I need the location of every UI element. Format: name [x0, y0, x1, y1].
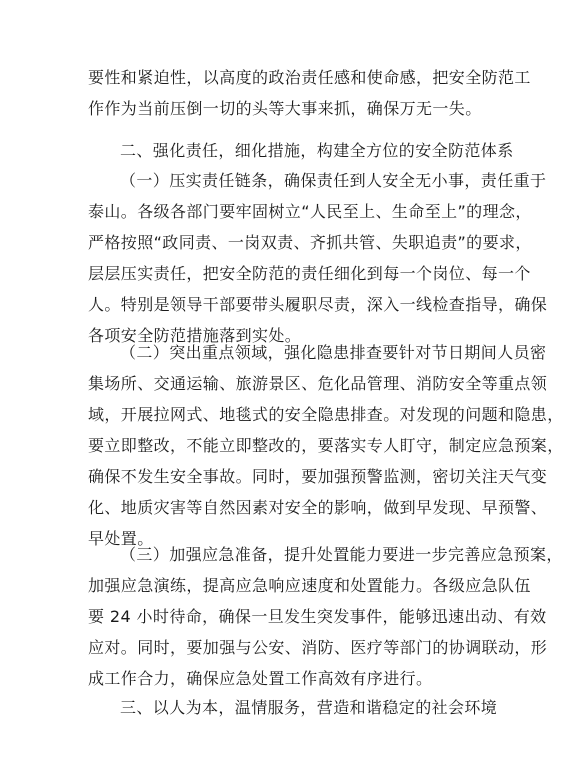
text-line: 作作为当前压倒一切的头等大事来抓，确保万无一失。	[88, 99, 482, 118]
text-line: 化、地质灾害等自然因素对安全的影响，做到早发现、早预警、	[88, 498, 548, 517]
text-line: （二）突出重点领域，强化隐患排查要针对节日期间人员密	[120, 343, 547, 362]
text-line: 应对。同时，要加强与公安、消防、医疗等部门的协调联动，形	[88, 638, 548, 657]
text-line: 人。特别是领导干部要带头履职尽责，深入一线检查指导，确保	[88, 295, 548, 314]
text-line: 各项安全防范措施落到实处。	[88, 326, 302, 345]
text-line: 早处置。	[88, 529, 154, 548]
text-line: 要立即整改，不能立即整改的，要落实专人盯守，制定应急预案，	[88, 436, 564, 455]
text-line: 确保不发生安全事故。同时，要加强预警监测，密切关注天气变	[88, 467, 548, 486]
text-line: 泰山。各级各部门要牢固树立“人民至上、生命至上”的理念，	[88, 202, 532, 221]
text-line: （一）压实责任链条，确保责任到人安全无小事，责任重于	[120, 171, 547, 190]
paragraph-intro-continued	[88, 62, 531, 124]
text-line: （三）加强应急准备，提升处置能力要进一步完善应急预案，	[120, 545, 563, 564]
text-line: 成工作合力，确保应急处置工作高效有序进行。	[88, 669, 433, 688]
text-line: 要 24 小时待命，确保一旦发生突发事件，能够迅速出动、有效	[88, 607, 547, 626]
section-heading-3: 三、以人为本，温情服务，营造和谐稳定的社会环境	[120, 698, 498, 717]
text-line: 域，开展拉网式、地毯式的安全隐患排查。对发现的问题和隐患，	[88, 405, 564, 424]
text-line: 集场所、交通运输、旅游景区、危化品管理、消防安全等重点领	[88, 374, 548, 393]
text-line: 层层压实责任，把安全防范的责任细化到每一个岗位、每一个	[88, 264, 531, 283]
text-line: 加强应急演练，提高应急响应速度和处置能力。各级应急队伍	[88, 576, 531, 595]
text-line: 严格按照“政同责、一岗双责、齐抓共管、失职追责”的要求，	[88, 233, 532, 252]
paragraph-emergency	[88, 539, 563, 694]
paragraph-key-areas	[88, 337, 564, 554]
paragraph-responsibility	[88, 165, 548, 351]
section-heading-2: 二、强化责任，细化措施，构建全方位的安全防范体系	[120, 141, 514, 160]
text-line: 要性和紧迫性，以高度的政治责任感和使命感，把安全防范工	[88, 68, 531, 87]
